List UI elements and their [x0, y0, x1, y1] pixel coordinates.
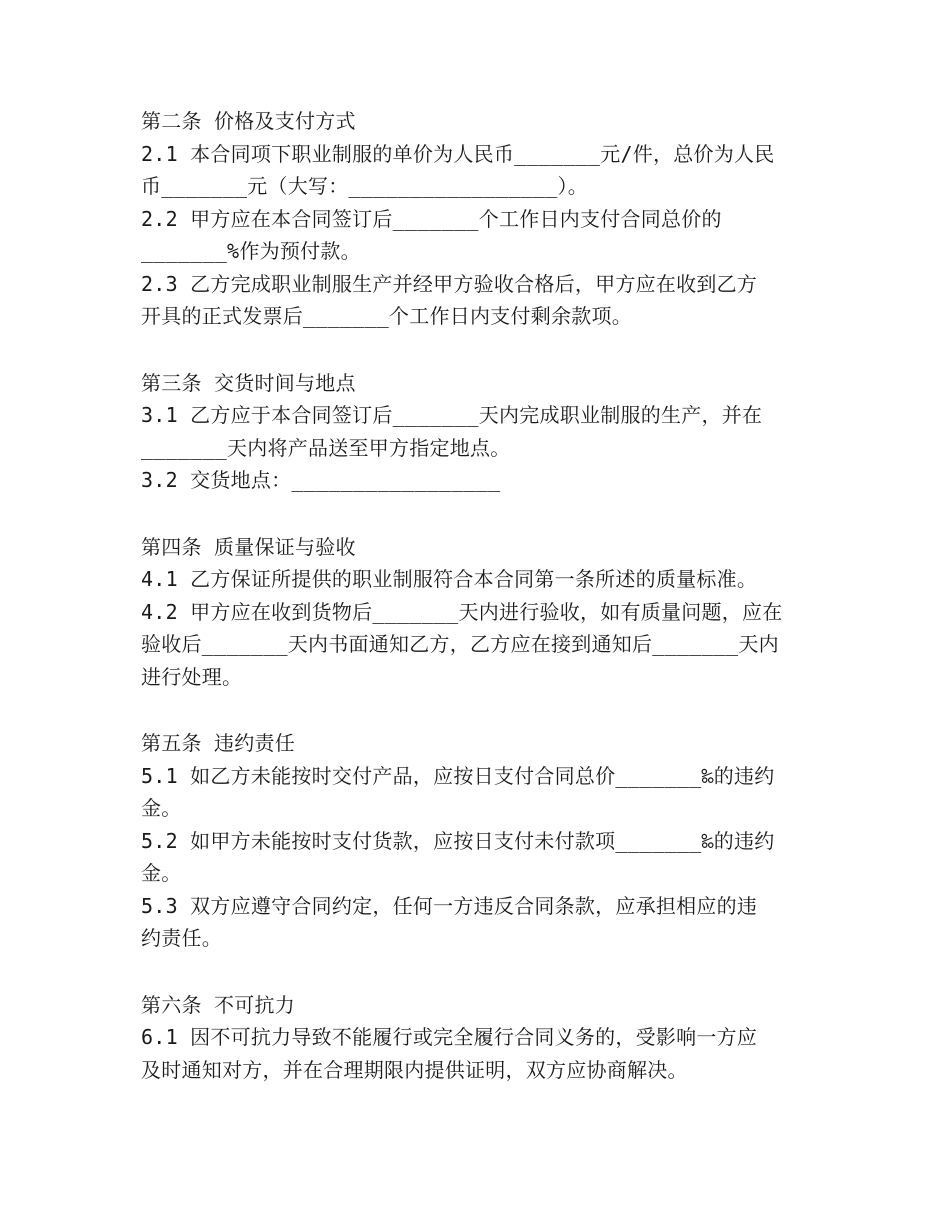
clause-text: 及时通知对方，并在合理期限内提供证明，双方应协商解决。	[141, 1057, 688, 1082]
article-3-delivery	[141, 367, 811, 497]
article-5-liability	[141, 727, 811, 955]
clause-text: _______天内将产品送至甲方指定地点。	[141, 435, 511, 460]
clause-text: 币_______元（大写：_________________）。	[141, 174, 588, 198]
article-heading: 第二条 价格及支付方式	[141, 109, 356, 133]
clause-text: 5.1 如乙方未能按时交付产品，应按日支付合同总价_______‰的违约	[141, 763, 775, 788]
clause-text: 2.2 甲方应在本合同签订后_______个工作日内支付合同总价的	[141, 206, 722, 231]
article-heading: 第四条 质量保证与验收	[141, 534, 356, 559]
clause-text: 3.2 交货地点：_________________	[141, 468, 501, 492]
clause-text: _______%作为预付款。	[141, 239, 361, 263]
article-heading: 第六条 不可抗力	[141, 992, 296, 1017]
clause-text: 金。	[141, 796, 182, 820]
clause-text: 开具的正式发票后_______个工作日内支付剩余款项。	[141, 304, 633, 328]
clause-text: 金。	[141, 861, 182, 885]
clause-text: 验收后_______天内书面通知乙方，乙方应在接到通知后_______天内	[141, 632, 779, 656]
clause-text: 3.1 乙方应于本合同签订后_______天内完成职业制服的生产，并在	[141, 403, 763, 427]
clause-text: 6.1 因不可抗力导致不能履行或完全履行合同义务的，受影响一方应	[141, 1025, 758, 1049]
document-page	[141, 105, 811, 1120]
clause-text: 4.2 甲方应在收到货物后_______天内进行验收，如有质量问题，应在	[141, 599, 783, 624]
clause-text: 约责任。	[141, 926, 222, 950]
article-2-price-payment	[141, 105, 811, 333]
clause-text: 进行处理。	[141, 664, 243, 689]
clause-text: 5.2 如甲方未能按时支付货款，应按日支付未付款项_______‰的违约	[141, 828, 775, 853]
article-6-force-majeure	[141, 989, 811, 1087]
article-heading: 第三条 交货时间与地点	[141, 370, 356, 395]
article-4-quality-acceptance	[141, 531, 811, 694]
clause-text: 2.1 本合同项下职业制服的单价为人民币_______元/件，总价为人民	[141, 141, 775, 166]
clause-text: 4.1 乙方保证所提供的职业制服符合本合同第一条所述的质量标准。	[141, 567, 758, 591]
article-heading: 第五条 违约责任	[141, 731, 296, 755]
clause-text: 2.3 乙方完成职业制服生产并经甲方验收合格后，甲方应在收到乙方	[141, 271, 758, 296]
clause-text: 5.3 双方应遵守合同约定，任何一方违反合同条款，应承担相应的违	[141, 893, 758, 918]
